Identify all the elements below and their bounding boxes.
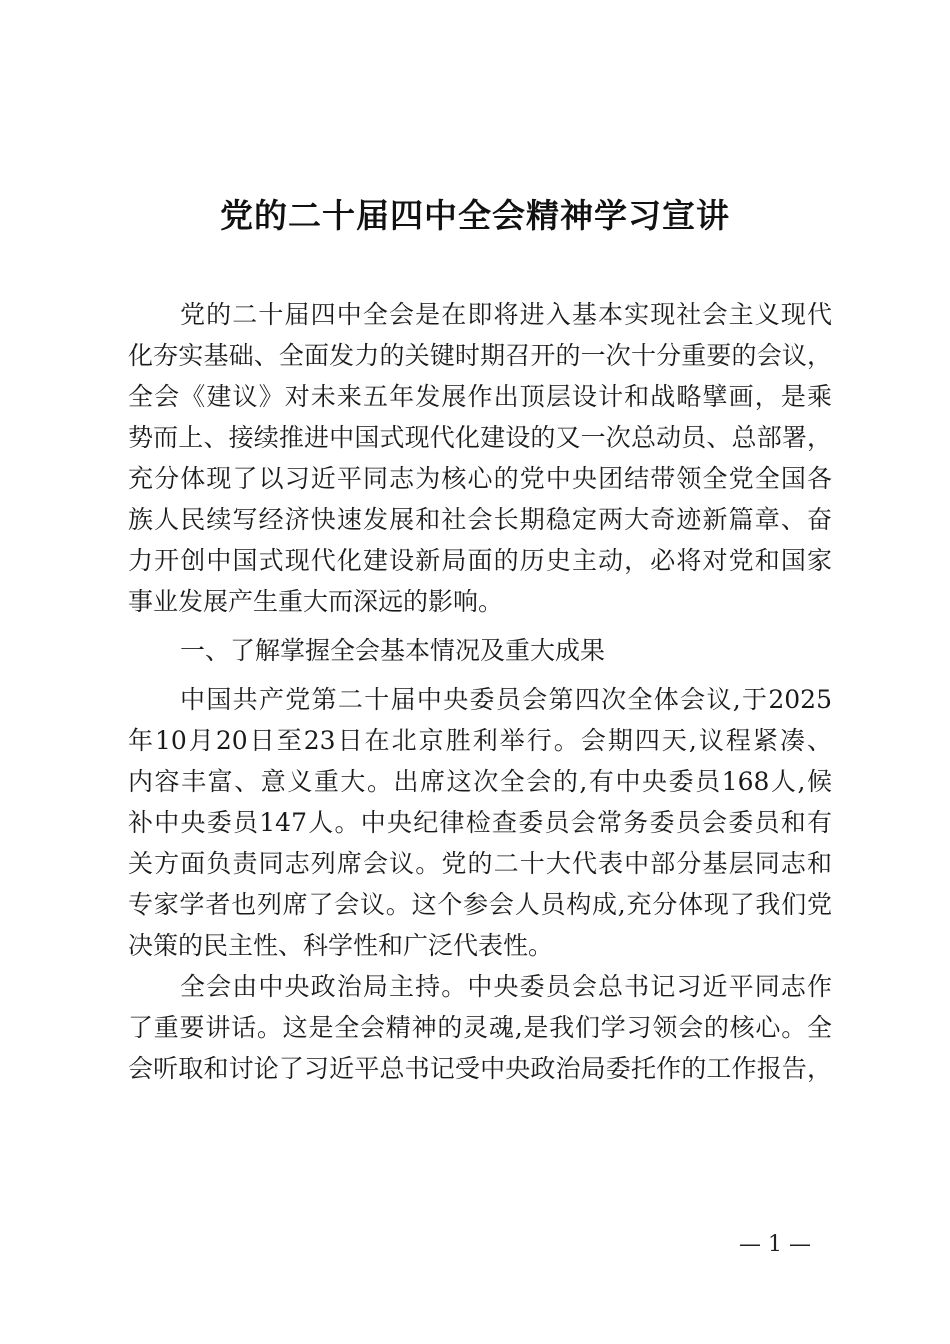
page-number: — 1 — [739, 1232, 811, 1257]
text-line: 决策的民主性、科学性和广泛代表性。 [128, 931, 554, 960]
text-line: 全会由中央政治局主持。中央委员会总书记习近平同志作 [180, 972, 832, 1001]
text-line: 化夯实基础、全面发力的关键时期召开的一次十分重要的会议， [128, 341, 832, 370]
text-line: 会听取和讨论了习近平总书记受中央政治局委托作的工作报告， [128, 1054, 832, 1083]
paragraph-meeting-info [128, 679, 838, 966]
document-body [128, 294, 838, 1089]
section-heading [128, 630, 838, 671]
text-line: 专家学者也列席了会议。这个参会人员构成,充分体现了我们党 [128, 890, 832, 919]
text-line: 充分体现了以习近平同志为核心的党中央团结带领全党全国各 [128, 464, 832, 493]
paragraph-plenary [128, 966, 838, 1089]
text-line: 事业发展产生重大而深远的影响。 [128, 587, 504, 616]
paragraph-intro [128, 294, 838, 622]
text-line: 内容丰富、意义重大。出席这次全会的,有中央委员168人,候 [128, 767, 832, 796]
text-line: 全会《建议》对未来五年发展作出顶层设计和战略擘画，是乘 [128, 382, 832, 411]
text-line: 了重要讲话。这是全会精神的灵魂,是我们学习领会的核心。全 [128, 1013, 832, 1042]
document-title: 党的二十届四中全会精神学习宣讲 [220, 196, 730, 235]
text-line: 力开创中国式现代化建设新局面的历史主动，必将对党和国家 [128, 546, 832, 575]
section-heading-text: 一、了解掌握全会基本情况及重大成果 [180, 636, 606, 665]
text-line: 补中央委员147人。中央纪律检查委员会常务委员会委员和有 [128, 808, 832, 837]
text-line: 党的二十届四中全会是在即将进入基本实现社会主义现代 [180, 300, 832, 329]
text-line: 年10月20日至23日在北京胜利举行。会期四天,议程紧凑、 [128, 726, 832, 755]
text-line: 中国共产党第二十届中央委员会第四次全体会议,于2025 [180, 685, 832, 714]
text-line: 势而上、接续推进中国式现代化建设的又一次总动员、总部署， [128, 423, 832, 452]
text-line: 族人民续写经济快速发展和社会长期稳定两大奇迹新篇章、奋 [128, 505, 832, 534]
text-line: 关方面负责同志列席会议。党的二十大代表中部分基层同志和 [128, 849, 832, 878]
